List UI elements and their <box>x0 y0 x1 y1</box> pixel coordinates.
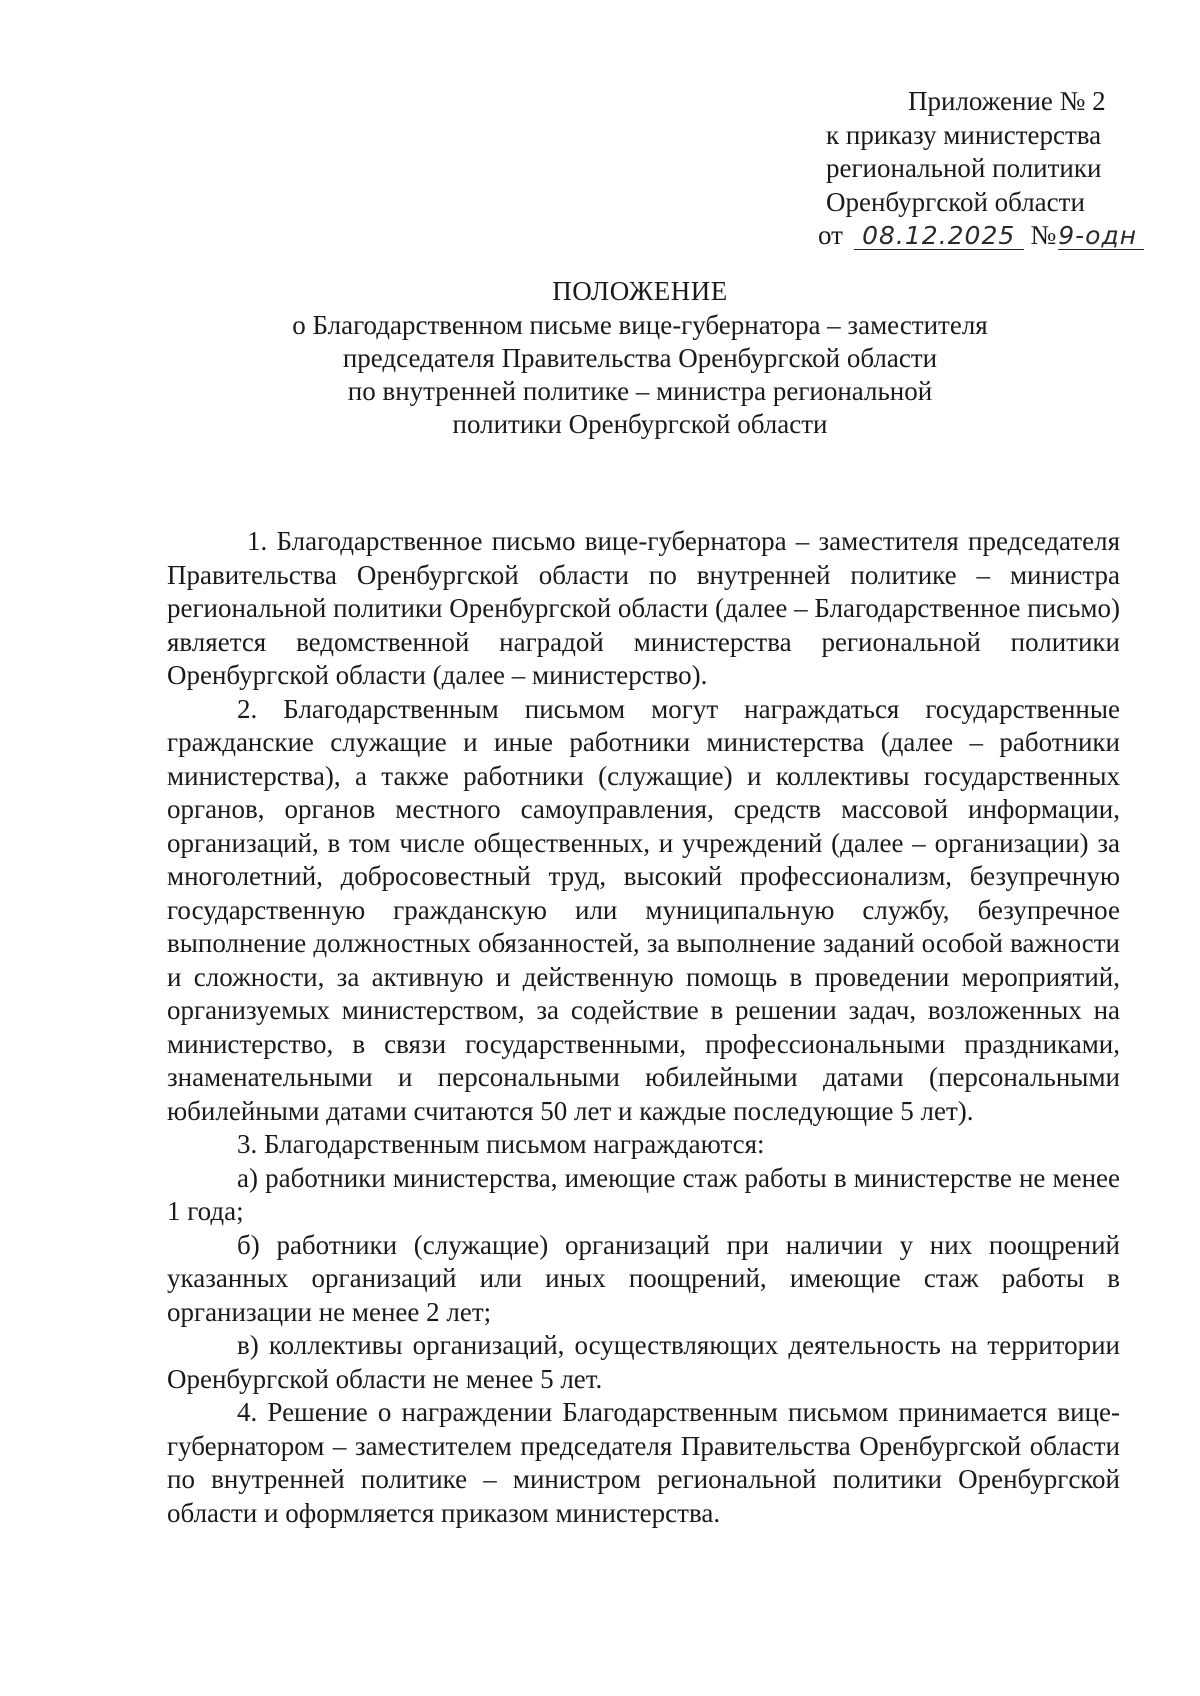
title-line: председателя Правительства Оренбургской области <box>342 343 938 373</box>
paragraph-1: 1. Благодарственное письмо вице-губернатора – заместителя председателя Правительства Оренбургской области по внутренней политике – министра региональной политики Оренбургской области (далее – Благодарственное письмо) является ведомственной наградой министерства региональной политики Оренбургской области (далее – министерство). <box>167 526 1120 690</box>
paragraph-2: 2. Благодарственным письмом могут награждаться государственные гражданские служащие и иные работники министерства (далее – работники министерства), а также работники (служащие) и коллективы государственных органов, органов местного самоуправления, средств массовой информации, организаций, в том числе общественных, и учреждений (далее – организации) за многолетний, добросовестный труд, высокий профессионализм, безупречную государственную гражданскую или муниципальную службу, безупречное выполнение должностных обязанностей, за выполнение заданий особой важности и сложности, за активную и действенную помощь в проведении мероприятий, организуемых министерством, за содействие в решении задач, возложенных на министерство, в связи государственными, профессиональными праздниками, знаменательными и персональными юбилейными датами (персональными юбилейными датами считаются 50 лет и каждые последующие 5 лет). <box>167 693 1120 1126</box>
paragraph-4: 4. Решение о награждении Благодарственным письмом принимается вице-губернатором – заместителем председателя Правительства Оренбургской области по внутренней политике – министром региональной политики Оренбургской области и оформляется приказом министерства. <box>167 1397 1120 1528</box>
appendix-region: Оренбургской области <box>826 186 1085 217</box>
number-prefix: № <box>1030 220 1057 250</box>
appendix-order-ref: к приказу министерства <box>826 119 1102 150</box>
title-line: политики Оренбургской области <box>452 409 828 439</box>
appendix-number: Приложение № 2 <box>908 86 1106 116</box>
document-title <box>160 275 1120 441</box>
paragraph-3c: в) коллективы организаций, осуществляющих деятельность на территории Оренбургской области не менее 5 лет. <box>167 1330 1120 1394</box>
date-prefix: от <box>818 220 843 250</box>
handwritten-date: 08.12.2025 <box>854 223 1024 250</box>
appendix-ministry: региональной политики <box>826 153 1102 183</box>
title-line: по внутренней политике – министра региональной <box>347 376 933 406</box>
appendix-date-line <box>818 219 1138 253</box>
title-heading: ПОЛОЖЕНИЕ <box>552 276 728 306</box>
title-line: о Благодарственном письме вице-губернатора – заместителя <box>292 310 988 340</box>
document-body <box>167 525 1120 1530</box>
appendix-header <box>818 85 1138 253</box>
paragraph-3: 3. Благодарственным письмом награждаются: <box>237 1129 765 1159</box>
paragraph-3a: а) работники министерства, имеющие стаж работы в министерстве не менее 1 года; <box>167 1162 1120 1226</box>
paragraph-3b: б) работники (служащие) организаций при наличии у них поощрений указанных организаций или иных поощрений, имеющие стаж работы в организации не менее 2 лет; <box>167 1229 1120 1327</box>
handwritten-number: 9-одн <box>1058 223 1144 250</box>
